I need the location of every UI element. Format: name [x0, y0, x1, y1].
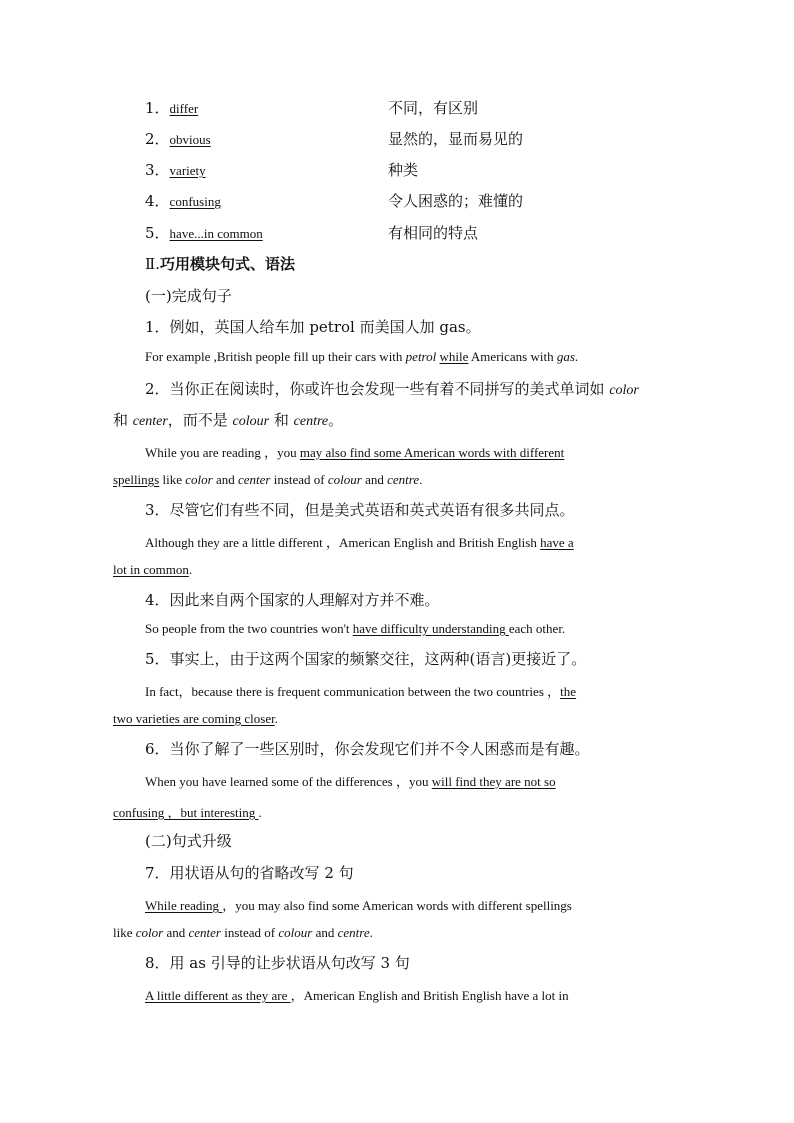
text: .: [419, 472, 423, 487]
sentence-3-english-cont: [113, 562, 192, 578]
text: 和: [269, 411, 294, 429]
sentence-6-english: [145, 771, 556, 790]
text: and: [163, 925, 189, 940]
text: color: [609, 383, 639, 398]
text: Americans with: [468, 349, 557, 364]
text: centre: [387, 472, 420, 487]
sentence-2-english: [145, 442, 564, 461]
text: colour: [327, 472, 362, 487]
part1-heading: (一)完成句子: [145, 287, 232, 305]
vocab-word: variety: [169, 163, 206, 178]
text: .: [188, 562, 193, 577]
sentence-7-english-cont: [113, 925, 373, 941]
vocab-word: confusing: [169, 194, 221, 209]
text: colour: [232, 414, 270, 429]
text: .: [258, 805, 262, 820]
sentence-5-english: [145, 681, 576, 700]
text: colour: [278, 925, 313, 940]
sentence-3-english: [145, 532, 574, 551]
vocab-meaning-3: 种类: [388, 161, 419, 179]
answer-blank: confusing ，but interesting: [113, 805, 259, 820]
answer-blank: A little different as they are: [145, 988, 291, 1003]
vocab-item-2: [145, 128, 211, 149]
answer-blank: may also find some American words with different: [299, 445, 565, 460]
sentence-6-chinese: 6．当你了解了一些区别时，你会发现它们并不令人困惑而是有趣。: [145, 740, 590, 758]
text: When you have learned some of the differences ，you: [145, 774, 432, 789]
text: .: [274, 711, 278, 726]
text: centre: [293, 414, 329, 429]
text: .: [369, 925, 373, 940]
vocab-number: 5．: [145, 224, 170, 242]
text: 。: [328, 411, 344, 429]
section-title: 巧用模块句式、语法: [159, 255, 295, 273]
answer-blank: have a: [540, 535, 574, 550]
vocab-number: 2．: [145, 130, 170, 148]
text: like: [113, 925, 136, 940]
text: petrol: [405, 349, 437, 364]
text: centre: [337, 925, 370, 940]
text: .: [574, 349, 579, 364]
text: center: [132, 414, 168, 429]
answer-blank: have difficulty understanding: [352, 621, 509, 636]
section-heading: [145, 253, 295, 274]
text: each other.: [508, 621, 566, 636]
text: While you are reading ，you: [145, 445, 300, 460]
text: 2．当你正在阅读时，你或许也会发现一些有着不同拼写的美式单词如: [145, 380, 610, 398]
text: like: [159, 472, 186, 487]
text: gas: [556, 349, 575, 364]
answer-blank: will find they are not so: [431, 774, 556, 789]
vocab-item-3: [145, 159, 206, 180]
sentence-4-chinese: 4．因此来自两个国家的人理解对方并不难。: [145, 591, 440, 609]
vocab-meaning-5: 有相同的特点: [388, 224, 479, 242]
text: ，you may also find some American words with different spellings: [222, 898, 572, 913]
sentence-2-chinese-cont: [113, 409, 343, 430]
vocab-word: differ: [169, 101, 199, 116]
sentence-1-chinese: 1．例如，英国人给车加 petrol 而美国人加 gas。: [145, 318, 481, 336]
text: center: [237, 472, 271, 487]
sentence-8-chinese: 8．用 as 引导的让步状语从句改写 3 句: [145, 954, 410, 972]
text: For example ,British people fill up their cars with: [145, 349, 406, 364]
sentence-2-chinese: [145, 378, 639, 399]
sentence-5-chinese: 5．事实上，由于这两个国家的频繁交往，这两种(语言)更接近了。: [145, 650, 587, 668]
answer-blank: while: [439, 349, 469, 364]
sentence-3-chinese: 3．尽管它们有些不同，但是美式英语和英式英语有很多共同点。: [145, 501, 575, 519]
vocab-number: 1．: [145, 99, 170, 117]
vocab-meaning-2: 显然的，显而易见的: [388, 130, 524, 148]
vocab-number: 4．: [145, 192, 170, 210]
sentence-6-english-cont: [113, 802, 262, 821]
answer-blank: spellings: [113, 472, 160, 487]
text: instead of: [220, 925, 279, 940]
vocab-item-4: [145, 190, 221, 211]
part2-heading: (二)句式升级: [145, 832, 232, 850]
text: color: [185, 472, 213, 487]
text: In fact，because there is frequent communication between the two countries ，: [145, 684, 561, 699]
text: center: [188, 925, 221, 940]
sentence-8-english: [145, 985, 569, 1004]
answer-blank: two varieties are coming closer: [113, 711, 275, 726]
vocab-word: obvious: [169, 132, 211, 147]
section-numeral: Ⅱ.: [145, 255, 160, 273]
sentence-2-english-cont: [113, 472, 422, 488]
text: instead of: [270, 472, 328, 487]
sentence-1-english: [145, 349, 680, 365]
text: and: [361, 472, 388, 487]
vocab-meaning-4: 令人困惑的；难懂的: [388, 192, 524, 210]
sentence-7-english: [145, 895, 572, 914]
text: and: [312, 925, 338, 940]
sentence-5-english-cont: [113, 711, 278, 727]
text: ，American English and British English have a lot in: [290, 988, 569, 1003]
vocab-item-1: [145, 97, 198, 118]
sentence-7-chinese: 7．用状语从句的省略改写 2 句: [145, 864, 354, 882]
vocab-item-5: [145, 222, 263, 243]
text: 和: [113, 411, 133, 429]
text: ，而不是: [167, 411, 233, 429]
text: So people from the two countries won't: [145, 621, 353, 636]
answer-blank: lot in common: [113, 562, 189, 577]
text: color: [135, 925, 164, 940]
vocab-number: 3．: [145, 161, 170, 179]
answer-blank: the: [560, 684, 577, 699]
text: Although they are a little different ，American English and British English: [145, 535, 541, 550]
answer-blank: While reading: [145, 898, 223, 913]
text: and: [212, 472, 238, 487]
vocab-meaning-1: 不同，有区别: [388, 99, 479, 117]
vocab-word: have...in common: [169, 226, 263, 241]
sentence-4-english: [145, 621, 565, 637]
